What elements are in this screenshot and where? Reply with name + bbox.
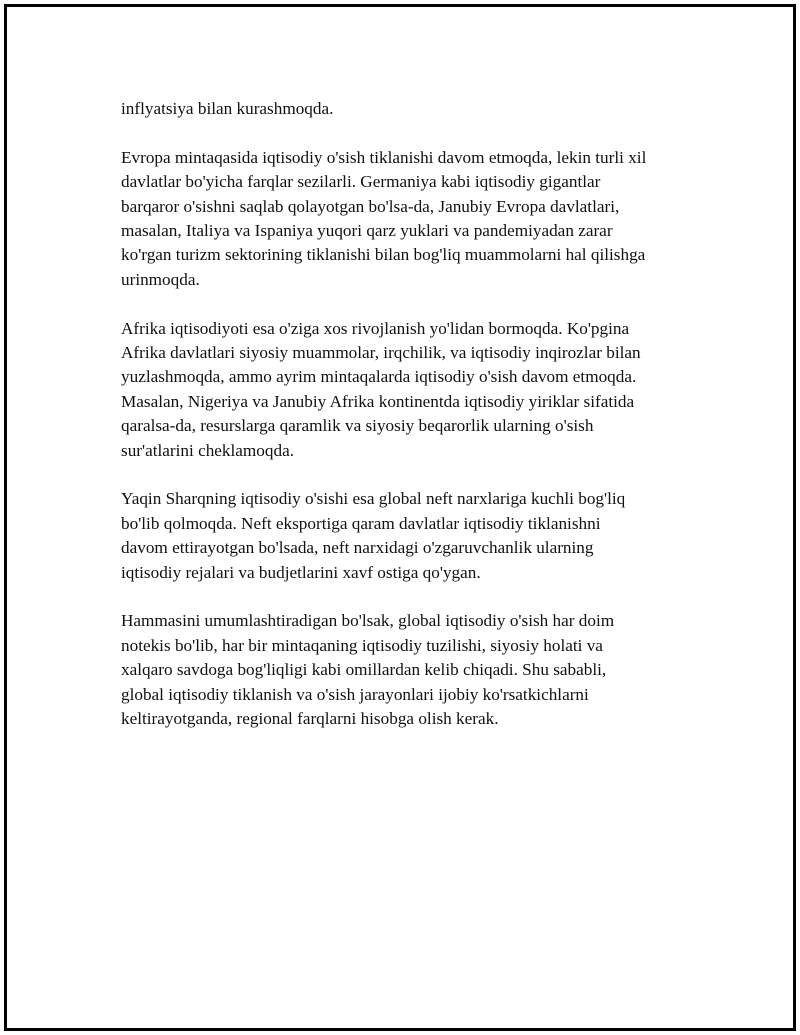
text-line: Hammasini umumlashtiradigan bo'lsak, global iqtisodiy o'sish har doim xyxy=(121,611,615,631)
paragraph-1 xyxy=(121,97,701,121)
text-line: inflyatsiya bilan kurashmoqda. xyxy=(121,99,334,118)
text-line: sur'atlarini cheklamoqda. xyxy=(121,440,294,460)
paragraph-5 xyxy=(121,609,701,731)
text-line: yuzlashmoqda, ammo ayrim mintaqalarda iqtisodiy o'sish davom etmoqda. xyxy=(121,367,637,387)
paragraph-3 xyxy=(121,317,701,463)
text-line: davlatlar bo'yicha farqlar sezilarli. Germaniya kabi iqtisodiy gigantlar xyxy=(121,172,601,192)
text-line: qaralsa-da, resurslarga qaramlik va siyosiy beqarorlik ularning o'sish xyxy=(121,416,594,436)
text-line: Afrika davlatlari siyosiy muammolar, irqchilik, va iqtisodiy inqirozlar bilan xyxy=(121,343,641,363)
text-line: global iqtisodiy tiklanish va o'sish jarayonlari ijobiy ko'rsatkichlarni xyxy=(121,684,589,704)
text-line: iqtisodiy rejalari va budjetlarini xavf ostiga qo'ygan. xyxy=(121,562,481,582)
text-line: davom ettirayotgan bo'lsada, neft narxidagi o'zgaruvchanlik ularning xyxy=(121,538,594,558)
text-line: barqaror o'sishni saqlab qolayotgan bo'lsa-da, Janubiy Evropa davlatlari, xyxy=(121,196,620,216)
text-line: bo'lib qolmoqda. Neft eksportiga qaram davlatlar iqtisodiy tiklanishni xyxy=(121,513,601,533)
text-line: Afrika iqtisodiyoti esa o'ziga xos rivojlanish yo'lidan bormoqda. Ko'pgina xyxy=(121,318,630,338)
page-body xyxy=(121,97,701,756)
text-line: Yaqin Sharqning iqtisodiy o'sishi esa global neft narxlariga kuchli bog'liq xyxy=(121,489,626,509)
text-line: Masalan, Nigeriya va Janubiy Afrika kontinentda iqtisodiy yiriklar sifatida xyxy=(121,391,635,411)
paragraph-4 xyxy=(121,487,701,585)
page-frame xyxy=(4,4,796,1031)
text-line: notekis bo'lib, har bir mintaqaning iqtisodiy tuzilishi, siyosiy holati va xyxy=(121,635,603,655)
text-line: Evropa mintaqasida iqtisodiy o'sish tiklanishi davom etmoqda, lekin turli xil xyxy=(121,147,647,167)
text-line: ko'rgan turizm sektorining tiklanishi bilan bog'liq muammolarni hal qilishga xyxy=(121,245,646,265)
text-line: keltirayotganda, regional farqlarni hisobga olish kerak. xyxy=(121,709,499,729)
paragraph-2 xyxy=(121,146,701,292)
text-line: masalan, Italiya va Ispaniya yuqori qarz yuklari va pandemiyadan zarar xyxy=(121,221,613,241)
text-line: urinmoqda. xyxy=(121,269,200,289)
text-line: xalqaro savdoga bog'liqligi kabi omillardan kelib chiqadi. Shu sababli, xyxy=(121,660,607,680)
